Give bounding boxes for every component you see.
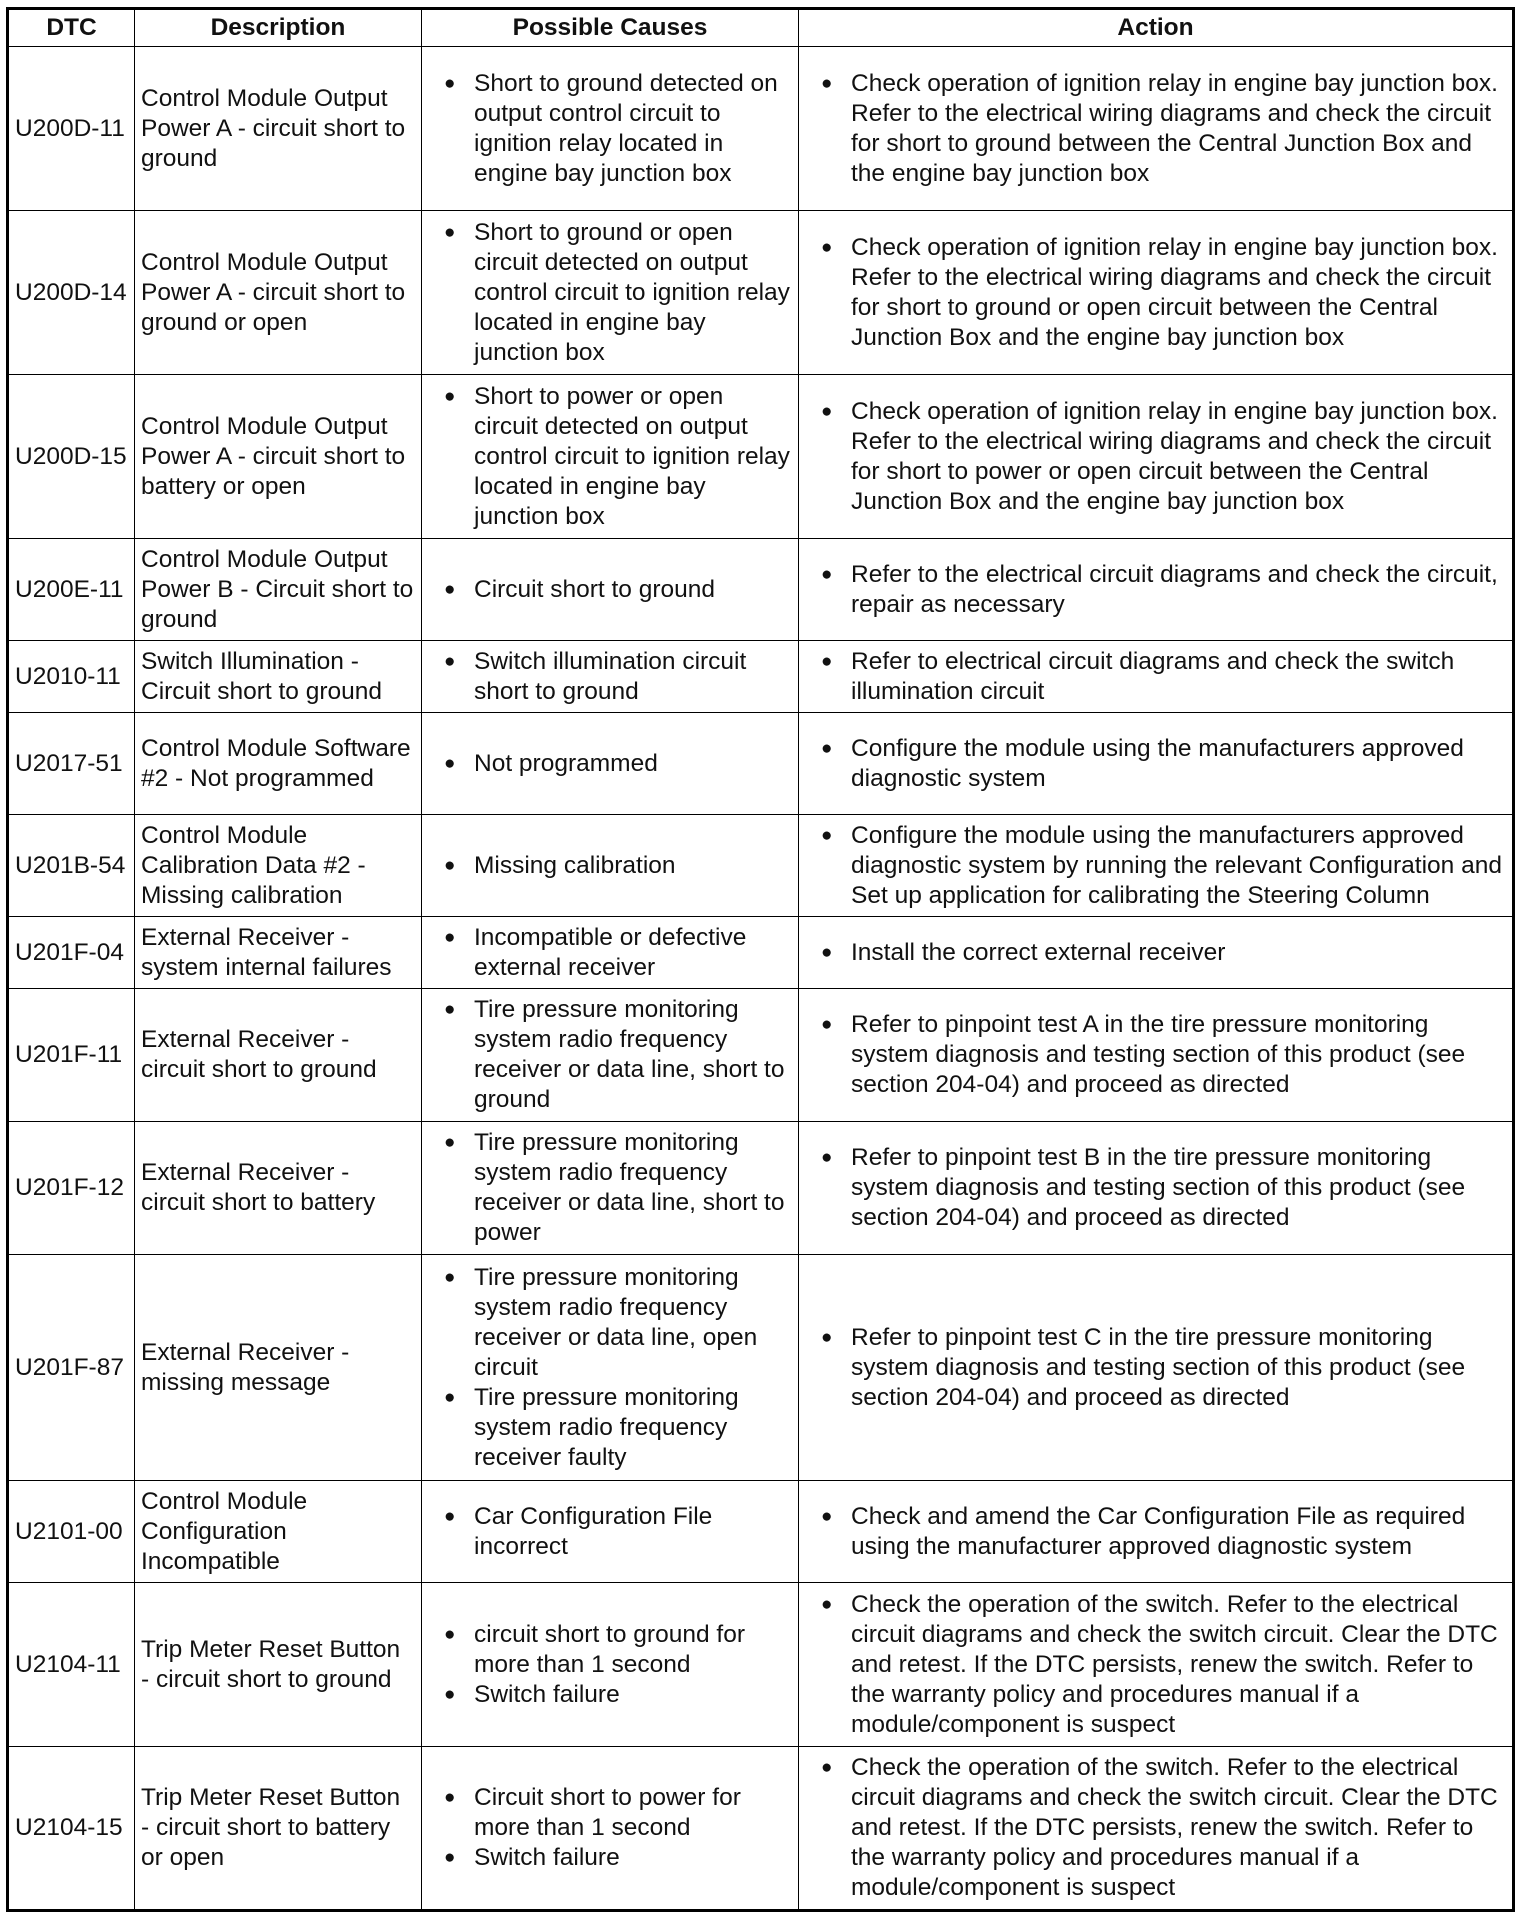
action-list — [805, 69, 1506, 189]
dtc-code: U200D-15 — [8, 375, 135, 539]
possible-causes-cell — [422, 713, 799, 815]
possible-cause-item: ● Circuit short to power for more than 1 second — [428, 1783, 792, 1843]
dtc-description: External Receiver - circuit short to battery — [135, 1122, 422, 1255]
possible-causes-cell — [422, 1122, 799, 1255]
header-row — [8, 9, 1514, 47]
action-list — [805, 1502, 1506, 1562]
header-dtc: DTC — [8, 9, 135, 47]
table-row — [8, 539, 1514, 641]
possible-causes-list — [428, 647, 792, 707]
possible-causes-list — [428, 749, 792, 779]
dtc-description: External Receiver - circuit short to ground — [135, 989, 422, 1122]
action-cell — [799, 47, 1514, 211]
dtc-description: Trip Meter Reset Button - circuit short to battery or open — [135, 1747, 422, 1911]
possible-cause-item: ● Not programmed — [428, 749, 792, 779]
table-row — [8, 1583, 1514, 1747]
possible-causes-cell — [422, 815, 799, 917]
action-list — [805, 821, 1506, 911]
action-list — [805, 1590, 1506, 1740]
table-row — [8, 47, 1514, 211]
action-cell — [799, 713, 1514, 815]
dtc-code: U2101-00 — [8, 1481, 135, 1583]
action-list — [805, 647, 1506, 707]
possible-causes-cell — [422, 641, 799, 713]
table-row — [8, 1481, 1514, 1583]
dtc-code: U201F-04 — [8, 917, 135, 989]
action-item: ● Check operation of ignition relay in engine bay junction box. Refer to the electrical wiring diagrams and check the circuit for short to ground or open circuit between the Central Junction Box and the engine bay junction box — [805, 233, 1506, 353]
dtc-code: U2104-15 — [8, 1747, 135, 1911]
possible-causes-cell — [422, 917, 799, 989]
possible-cause-item: ● circuit short to ground for more than 1 second — [428, 1620, 792, 1680]
action-list — [805, 938, 1506, 968]
possible-causes-cell — [422, 375, 799, 539]
action-list — [805, 1143, 1506, 1233]
dtc-code: U2017-51 — [8, 713, 135, 815]
action-item: ● Install the correct external receiver — [805, 938, 1506, 968]
table-row — [8, 815, 1514, 917]
possible-causes-list — [428, 1502, 792, 1562]
dtc-code: U201B-54 — [8, 815, 135, 917]
action-cell — [799, 1583, 1514, 1747]
action-cell — [799, 917, 1514, 989]
dtc-description: Control Module Output Power A - circuit short to ground — [135, 47, 422, 211]
possible-cause-item: ● Switch illumination circuit short to ground — [428, 647, 792, 707]
table-row — [8, 211, 1514, 375]
possible-causes-list — [428, 1128, 792, 1248]
action-cell — [799, 989, 1514, 1122]
dtc-code: U200D-14 — [8, 211, 135, 375]
possible-causes-list — [428, 218, 792, 368]
action-item: ● Check operation of ignition relay in engine bay junction box. Refer to the electrical wiring diagrams and check the circuit for short to ground between the Central Junction Box and the engine bay junction box — [805, 69, 1506, 189]
possible-causes-cell — [422, 989, 799, 1122]
possible-cause-item: ● Tire pressure monitoring system radio frequency receiver or data line, short to ground — [428, 995, 792, 1115]
possible-causes-cell — [422, 1255, 799, 1481]
possible-causes-list — [428, 1620, 792, 1710]
action-item: ● Refer to pinpoint test A in the tire pressure monitoring system diagnosis and testing section of this product (see section 204-04) and proceed as directed — [805, 1010, 1506, 1100]
action-item: ● Check and amend the Car Configuration File as required using the manufacturer approved diagnostic system — [805, 1502, 1506, 1562]
action-item: ● Refer to electrical circuit diagrams and check the switch illumination circuit — [805, 647, 1506, 707]
dtc-description: External Receiver - system internal failures — [135, 917, 422, 989]
possible-causes-list — [428, 851, 792, 881]
action-cell — [799, 815, 1514, 917]
dtc-code: U201F-87 — [8, 1255, 135, 1481]
table-row — [8, 713, 1514, 815]
possible-cause-item: ● Tire pressure monitoring system radio frequency receiver faulty — [428, 1383, 792, 1473]
action-list — [805, 1323, 1506, 1413]
dtc-code: U2010-11 — [8, 641, 135, 713]
dtc-table — [6, 7, 1515, 1912]
possible-causes-list — [428, 1783, 792, 1873]
action-cell — [799, 211, 1514, 375]
possible-causes-cell — [422, 1747, 799, 1911]
possible-cause-item: ● Short to ground or open circuit detected on output control circuit to ignition relay located in engine bay junction box — [428, 218, 792, 368]
table-row — [8, 989, 1514, 1122]
dtc-code: U201F-11 — [8, 989, 135, 1122]
header-description: Description — [135, 9, 422, 47]
action-cell — [799, 539, 1514, 641]
action-item: ● Check the operation of the switch. Refer to the electrical circuit diagrams and check the switch circuit. Clear the DTC and retest. If the DTC persists, renew the switch. Refer to the warranty policy and procedures manual if a module/component is suspect — [805, 1590, 1506, 1740]
action-list — [805, 560, 1506, 620]
possible-cause-item: ● Missing calibration — [428, 851, 792, 881]
dtc-code: U200E-11 — [8, 539, 135, 641]
action-item: ● Refer to pinpoint test B in the tire pressure monitoring system diagnosis and testing section of this product (see section 204-04) and proceed as directed — [805, 1143, 1506, 1233]
action-item: ● Check the operation of the switch. Refer to the electrical circuit diagrams and check the switch circuit. Clear the DTC and retest. If the DTC persists, renew the switch. Refer to the warranty policy and procedures manual if a module/component is suspect — [805, 1753, 1506, 1903]
table-body — [8, 47, 1514, 1911]
possible-causes-cell — [422, 1583, 799, 1747]
possible-causes-cell — [422, 1481, 799, 1583]
table-row — [8, 1255, 1514, 1481]
action-cell — [799, 1122, 1514, 1255]
dtc-description: Control Module Output Power A - circuit short to battery or open — [135, 375, 422, 539]
action-cell — [799, 641, 1514, 713]
possible-cause-item: ● Incompatible or defective external receiver — [428, 923, 792, 983]
possible-cause-item: ● Switch failure — [428, 1843, 792, 1873]
possible-causes-list — [428, 1263, 792, 1473]
header-possible-causes: Possible Causes — [422, 9, 799, 47]
possible-cause-item: ● Tire pressure monitoring system radio frequency receiver or data line, open circuit — [428, 1263, 792, 1383]
action-item: ● Refer to the electrical circuit diagrams and check the circuit, repair as necessary — [805, 560, 1506, 620]
dtc-code: U2104-11 — [8, 1583, 135, 1747]
dtc-description: Control Module Software #2 - Not programmed — [135, 713, 422, 815]
dtc-description: Trip Meter Reset Button - circuit short to ground — [135, 1583, 422, 1747]
possible-cause-item: ● Short to power or open circuit detected on output control circuit to ignition relay located in engine bay junction box — [428, 382, 792, 532]
action-item: ● Check operation of ignition relay in engine bay junction box. Refer to the electrical wiring diagrams and check the circuit for short to power or open circuit between the Central Junction Box and the engine bay junction box — [805, 397, 1506, 517]
possible-causes-cell — [422, 211, 799, 375]
possible-causes-cell — [422, 539, 799, 641]
possible-cause-item: ● Circuit short to ground — [428, 575, 792, 605]
possible-causes-list — [428, 923, 792, 983]
action-cell — [799, 375, 1514, 539]
dtc-code: U200D-11 — [8, 47, 135, 211]
action-list — [805, 734, 1506, 794]
possible-cause-item: ● Tire pressure monitoring system radio frequency receiver or data line, short to power — [428, 1128, 792, 1248]
possible-cause-item: ● Switch failure — [428, 1680, 792, 1710]
table-row — [8, 1122, 1514, 1255]
action-item: ● Refer to pinpoint test C in the tire pressure monitoring system diagnosis and testing section of this product (see section 204-04) and proceed as directed — [805, 1323, 1506, 1413]
table-row — [8, 917, 1514, 989]
action-item: ● Configure the module using the manufacturers approved diagnostic system by running the relevant Configuration and Set up application for calibrating the Steering Column — [805, 821, 1506, 911]
possible-causes-list — [428, 575, 792, 605]
dtc-description: Control Module Configuration Incompatible — [135, 1481, 422, 1583]
dtc-description: Control Module Output Power B - Circuit short to ground — [135, 539, 422, 641]
dtc-description: Control Module Calibration Data #2 - Missing calibration — [135, 815, 422, 917]
possible-cause-item: ● Car Configuration File incorrect — [428, 1502, 792, 1562]
possible-causes-list — [428, 382, 792, 532]
dtc-description: Switch Illumination - Circuit short to ground — [135, 641, 422, 713]
possible-causes-list — [428, 995, 792, 1115]
action-cell — [799, 1481, 1514, 1583]
table-row — [8, 1747, 1514, 1911]
action-list — [805, 1753, 1506, 1903]
dtc-description: External Receiver - missing message — [135, 1255, 422, 1481]
action-cell — [799, 1255, 1514, 1481]
table-row — [8, 641, 1514, 713]
possible-cause-item: ● Short to ground detected on output control circuit to ignition relay located in engine bay junction box — [428, 69, 792, 189]
action-cell — [799, 1747, 1514, 1911]
action-list — [805, 233, 1506, 353]
dtc-code: U201F-12 — [8, 1122, 135, 1255]
table-row — [8, 375, 1514, 539]
dtc-description: Control Module Output Power A - circuit short to ground or open — [135, 211, 422, 375]
action-list — [805, 1010, 1506, 1100]
possible-causes-cell — [422, 47, 799, 211]
action-list — [805, 397, 1506, 517]
header-action: Action — [799, 9, 1514, 47]
action-item: ● Configure the module using the manufacturers approved diagnostic system — [805, 734, 1506, 794]
possible-causes-list — [428, 69, 792, 189]
